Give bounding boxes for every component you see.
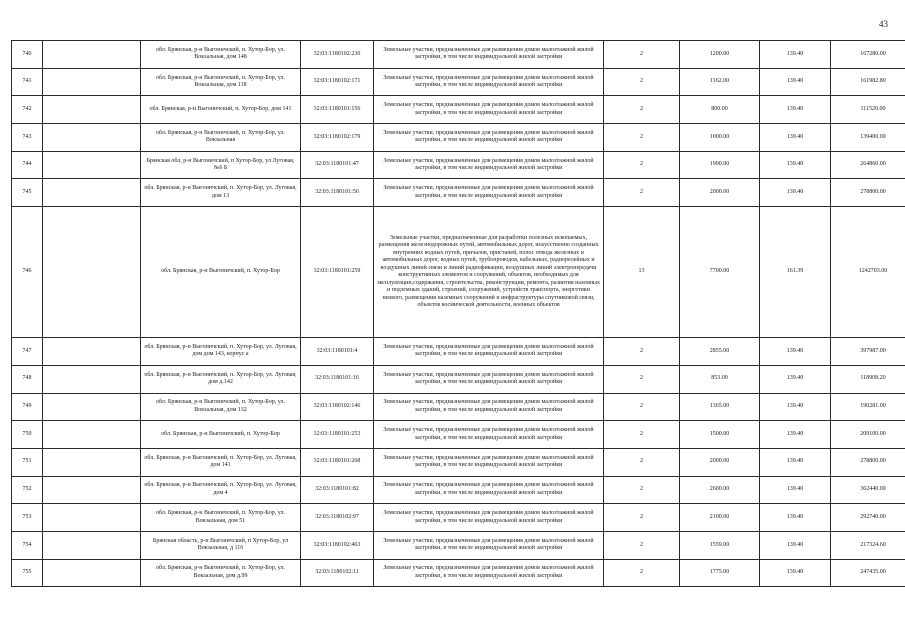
row-number-cell: 748 bbox=[12, 365, 43, 393]
specific-value-cell: 139.40 bbox=[760, 476, 831, 504]
cadastral-value-cell: 1242703.00 bbox=[831, 207, 905, 338]
address-cell: обл. Брянская, р-н Выгоничский, п. Хутор-Бор, дом 141 bbox=[141, 96, 301, 124]
blank-cell bbox=[43, 448, 141, 476]
blank-cell bbox=[43, 338, 141, 366]
address-cell: обл. Брянская, р-н Выгоничский, п. Хутор-Бор bbox=[141, 207, 301, 338]
cadastral-value-cell: 362440.00 bbox=[831, 476, 905, 504]
address-cell: обл. Брянская, р-н Выгоничский, п. Хутор-Бор, ул. Вокзальная, дом 132 bbox=[141, 393, 301, 421]
cadastral-number-cell: 32:03:1180101:259 bbox=[301, 207, 374, 338]
permitted-use-cell: Земельные участки, предназначенные для размещения домов малоэтажной жилой застройки, в том числе индивидуальной жилой застройки bbox=[374, 179, 604, 207]
cadastral-number-cell: 32:03:1180102:179 bbox=[301, 124, 374, 152]
table-row bbox=[12, 179, 905, 207]
specific-value-cell: 139.40 bbox=[760, 41, 831, 69]
table-row bbox=[12, 124, 905, 152]
table-row bbox=[12, 393, 905, 421]
row-number-cell: 752 bbox=[12, 476, 43, 504]
permitted-use-cell: Земельные участки, предназначенные для размещения домов малоэтажной жилой застройки, в том числе индивидуальной жилой застройки bbox=[374, 68, 604, 96]
address-cell: Брянская область, р-н Выгоничский, п Хутор-Бор, ул Вокзальная, д 116 bbox=[141, 531, 301, 559]
specific-value-cell: 139.40 bbox=[760, 179, 831, 207]
permitted-use-cell: Земельные участки, предназначенные для размещения домов малоэтажной жилой застройки, в том числе индивидуальной жилой застройки bbox=[374, 41, 604, 69]
area-cell: 800.00 bbox=[680, 96, 760, 124]
table-row bbox=[12, 207, 905, 338]
cadastral-value-cell: 217324.60 bbox=[831, 531, 905, 559]
address-cell: обл. Брянская, р-н Выгоничский, п. Хутор-Бор, ул. Вокзальная bbox=[141, 124, 301, 152]
blank-cell bbox=[43, 531, 141, 559]
blank-cell bbox=[43, 124, 141, 152]
use-category-cell: 2 bbox=[604, 151, 680, 179]
blank-cell bbox=[43, 504, 141, 532]
row-number-cell: 742 bbox=[12, 96, 43, 124]
use-category-cell: 2 bbox=[604, 179, 680, 207]
blank-cell bbox=[43, 476, 141, 504]
permitted-use-cell: Земельные участки, предназначенные для размещения домов малоэтажной жилой застройки, в том числе индивидуальной жилой застройки bbox=[374, 421, 604, 449]
specific-value-cell: 139.40 bbox=[760, 338, 831, 366]
cadastral-number-cell: 32:03:1180102:230 bbox=[301, 41, 374, 69]
cadastral-value-cell: 118908.20 bbox=[831, 365, 905, 393]
cadastral-value-cell: 167280.00 bbox=[831, 41, 905, 69]
row-number-cell: 740 bbox=[12, 41, 43, 69]
use-category-cell: 2 bbox=[604, 559, 680, 587]
permitted-use-cell: Земельные участки, предназначенные для размещения домов малоэтажной жилой застройки, в том числе индивидуальной жилой застройки bbox=[374, 504, 604, 532]
area-cell: 1365.00 bbox=[680, 393, 760, 421]
blank-cell bbox=[43, 96, 141, 124]
row-number-cell: 744 bbox=[12, 151, 43, 179]
cadastral-value-cell: 264860.00 bbox=[831, 151, 905, 179]
address-cell: обл. Брянская, р-н Выгоничский, п. Хутор-Бор, ул. Луговая, дом д.142 bbox=[141, 365, 301, 393]
land-registry-table bbox=[11, 40, 905, 587]
table-row bbox=[12, 531, 905, 559]
cadastral-value-cell: 161982.80 bbox=[831, 68, 905, 96]
blank-cell bbox=[43, 41, 141, 69]
area-cell: 2000.00 bbox=[680, 448, 760, 476]
area-cell: 2855.00 bbox=[680, 338, 760, 366]
row-number-cell: 743 bbox=[12, 124, 43, 152]
row-number-cell: 754 bbox=[12, 531, 43, 559]
address-cell: обл. Брянская, р-н Выгоничский, п. Хутор-Бор, ул. Вокзальная, дом 51 bbox=[141, 504, 301, 532]
blank-cell bbox=[43, 68, 141, 96]
blank-cell bbox=[43, 393, 141, 421]
area-cell: 2100.00 bbox=[680, 504, 760, 532]
cadastral-number-cell: 32:03:1180102:171 bbox=[301, 68, 374, 96]
specific-value-cell: 139.40 bbox=[760, 531, 831, 559]
address-cell: обл. Брянская, р-н Выгоничский, п. Хутор-Бор bbox=[141, 421, 301, 449]
address-cell: обл. Брянская, р-н Выгоничский, п. Хутор-Бор, ул. Луговая, дом 141 bbox=[141, 448, 301, 476]
address-cell: обл. Брянская, р-н Выгоничский, п. Хутор-Бор, ул. Вокзальная, дом 118 bbox=[141, 68, 301, 96]
cadastral-number-cell: 32:03:1180102:463 bbox=[301, 531, 374, 559]
area-cell: 1775.00 bbox=[680, 559, 760, 587]
blank-cell bbox=[43, 421, 141, 449]
specific-value-cell: 139.40 bbox=[760, 393, 831, 421]
blank-cell bbox=[43, 179, 141, 207]
area-cell: 1000.00 bbox=[680, 124, 760, 152]
row-number-cell: 753 bbox=[12, 504, 43, 532]
use-category-cell: 2 bbox=[604, 41, 680, 69]
row-number-cell: 747 bbox=[12, 338, 43, 366]
row-number-cell: 749 bbox=[12, 393, 43, 421]
row-number-cell: 741 bbox=[12, 68, 43, 96]
use-category-cell: 2 bbox=[604, 365, 680, 393]
row-number-cell: 751 bbox=[12, 448, 43, 476]
use-category-cell: 2 bbox=[604, 338, 680, 366]
cadastral-value-cell: 190281.00 bbox=[831, 393, 905, 421]
blank-cell bbox=[43, 365, 141, 393]
table-row bbox=[12, 559, 905, 587]
cadastral-value-cell: 278800.00 bbox=[831, 448, 905, 476]
page-number: 43 bbox=[879, 19, 888, 29]
cadastral-number-cell: 32:03:1180102:97 bbox=[301, 504, 374, 532]
area-cell: 1559.00 bbox=[680, 531, 760, 559]
specific-value-cell: 139.40 bbox=[760, 365, 831, 393]
row-number-cell: 755 bbox=[12, 559, 43, 587]
area-cell: 2000.00 bbox=[680, 179, 760, 207]
specific-value-cell: 139.40 bbox=[760, 504, 831, 532]
blank-cell bbox=[43, 151, 141, 179]
specific-value-cell: 161.39 bbox=[760, 207, 831, 338]
use-category-cell: 2 bbox=[604, 448, 680, 476]
specific-value-cell: 139.40 bbox=[760, 124, 831, 152]
row-number-cell: 745 bbox=[12, 179, 43, 207]
specific-value-cell: 139.40 bbox=[760, 559, 831, 587]
area-cell: 1162.00 bbox=[680, 68, 760, 96]
use-category-cell: 2 bbox=[604, 476, 680, 504]
address-cell: Брянская обл, р-н Выгоничский, п Хутор-Бор, ул Луговая, №6 Б bbox=[141, 151, 301, 179]
table-row bbox=[12, 338, 905, 366]
table-row bbox=[12, 68, 905, 96]
cadastral-number-cell: 32:03:1180101:16 bbox=[301, 365, 374, 393]
table-row bbox=[12, 151, 905, 179]
area-cell: 1200.00 bbox=[680, 41, 760, 69]
permitted-use-cell: Земельные участки, предназначенные для размещения домов малоэтажной жилой застройки, в том числе индивидуальной жилой застройки bbox=[374, 448, 604, 476]
permitted-use-cell: Земельные участки, предназначенные для размещения домов малоэтажной жилой застройки, в том числе индивидуальной жилой застройки bbox=[374, 338, 604, 366]
cadastral-value-cell: 111520.00 bbox=[831, 96, 905, 124]
table-row bbox=[12, 421, 905, 449]
cadastral-value-cell: 397987.00 bbox=[831, 338, 905, 366]
address-cell: обл. Брянская, р-н Выгоничский, п. Хутор-Бор, ул. Луговая, дом 13 bbox=[141, 179, 301, 207]
specific-value-cell: 139.40 bbox=[760, 421, 831, 449]
address-cell: обл. Брянская, р-н Выгоничский, п. Хутор-Бор, ул. Вокзальная, дом д.99 bbox=[141, 559, 301, 587]
cadastral-number-cell: 32:03:1180101:268 bbox=[301, 448, 374, 476]
area-cell: 7700.00 bbox=[680, 207, 760, 338]
specific-value-cell: 139.40 bbox=[760, 448, 831, 476]
cadastral-value-cell: 278800.00 bbox=[831, 179, 905, 207]
table-row bbox=[12, 448, 905, 476]
use-category-cell: 2 bbox=[604, 68, 680, 96]
cadastral-value-cell: 139400.00 bbox=[831, 124, 905, 152]
use-category-cell: 2 bbox=[604, 96, 680, 124]
cadastral-number-cell: 32:03:1180101:4 bbox=[301, 338, 374, 366]
permitted-use-cell: Земельные участки, предназначенные для размещения домов малоэтажной жилой застройки, в том числе индивидуальной жилой застройки bbox=[374, 124, 604, 152]
use-category-cell: 2 bbox=[604, 393, 680, 421]
area-cell: 2600.00 bbox=[680, 476, 760, 504]
address-cell: обл. Брянская, р-н Выгоничский, п. Хутор-Бор, ул. Луговая, дом 4 bbox=[141, 476, 301, 504]
specific-value-cell: 139.40 bbox=[760, 151, 831, 179]
use-category-cell: 2 bbox=[604, 504, 680, 532]
table-row bbox=[12, 476, 905, 504]
table-row bbox=[12, 96, 905, 124]
row-number-cell: 750 bbox=[12, 421, 43, 449]
table-row bbox=[12, 504, 905, 532]
use-category-cell: 2 bbox=[604, 124, 680, 152]
permitted-use-cell: Земельные участки, предназначенные для размещения домов малоэтажной жилой застройки, в том числе индивидуальной жилой застройки bbox=[374, 393, 604, 421]
cadastral-value-cell: 209100.00 bbox=[831, 421, 905, 449]
specific-value-cell: 139.40 bbox=[760, 68, 831, 96]
registry-body bbox=[12, 41, 905, 587]
use-category-cell: 2 bbox=[604, 531, 680, 559]
cadastral-number-cell: 32:03:1180102:11 bbox=[301, 559, 374, 587]
cadastral-number-cell: 32:03:1180101:47 bbox=[301, 151, 374, 179]
permitted-use-cell: Земельные участки, предназначенные для размещения домов малоэтажной жилой застройки, в том числе индивидуальной жилой застройки bbox=[374, 365, 604, 393]
cadastral-number-cell: 32:03:1180102:146 bbox=[301, 393, 374, 421]
blank-cell bbox=[43, 207, 141, 338]
blank-cell bbox=[43, 559, 141, 587]
cadastral-number-cell: 32:03:1180101:56 bbox=[301, 179, 374, 207]
area-cell: 1900.00 bbox=[680, 151, 760, 179]
permitted-use-cell: Земельные участки, предназначенные для размещения домов малоэтажной жилой застройки, в том числе индивидуальной жилой застройки bbox=[374, 96, 604, 124]
cadastral-number-cell: 32:03:1180101:156 bbox=[301, 96, 374, 124]
cadastral-number-cell: 32:03:1180101:82 bbox=[301, 476, 374, 504]
area-cell: 853.00 bbox=[680, 365, 760, 393]
table-row bbox=[12, 41, 905, 69]
cadastral-value-cell: 247435.00 bbox=[831, 559, 905, 587]
permitted-use-cell: Земельные участки, предназначенные для размещения домов малоэтажной жилой застройки, в том числе индивидуальной жилой застройки bbox=[374, 476, 604, 504]
permitted-use-cell: Земельные участки, предназначенные для размещения домов малоэтажной жилой застройки, в том числе индивидуальной жилой застройки bbox=[374, 559, 604, 587]
area-cell: 1500.00 bbox=[680, 421, 760, 449]
table-row bbox=[12, 365, 905, 393]
cadastral-value-cell: 292740.00 bbox=[831, 504, 905, 532]
address-cell: обл. Брянская, р-н Выгоничский, п. Хутор-Бор, ул. Луговая, дом дом 143, корпус а bbox=[141, 338, 301, 366]
cadastral-number-cell: 32:03:1180101:253 bbox=[301, 421, 374, 449]
use-category-cell: 13 bbox=[604, 207, 680, 338]
permitted-use-cell: Земельные участки, предназначенные для разработки полезных ископаемых, размещения железнодорожных путей, автомобильных дорог, искусственно созданных внутренних водных путей, причалов, пристаней, полос отвода железных и автомобильных дорог, водных путей, трубопроводов, кабельных, радиорелейных и воздушных линий связи и линий радиофикации, воздушных линий электропередачи конструктивных элементов и сооружений, объектов, необходимых для эксплуатации,содержания, строительства, реконструкции, ремонта, развития наземных и подземных зданий, строений, сооружений, устройств транспорта, энергетики низкого, размещения наземных сооружений и инфраструктуры спутниковой связи, объектов космической деятельности, военных объектов bbox=[374, 207, 604, 338]
row-number-cell: 746 bbox=[12, 207, 43, 338]
specific-value-cell: 139.40 bbox=[760, 96, 831, 124]
permitted-use-cell: Земельные участки, предназначенные для размещения домов малоэтажной жилой застройки, в том числе индивидуальной жилой застройки bbox=[374, 531, 604, 559]
use-category-cell: 2 bbox=[604, 421, 680, 449]
address-cell: обл. Брянская, р-н Выгоничский, п. Хутор-Бор, ул. Вокзальная, дом 148 bbox=[141, 41, 301, 69]
permitted-use-cell: Земельные участки, предназначенные для размещения домов малоэтажной жилой застройки, в том числе индивидуальной жилой застройки bbox=[374, 151, 604, 179]
